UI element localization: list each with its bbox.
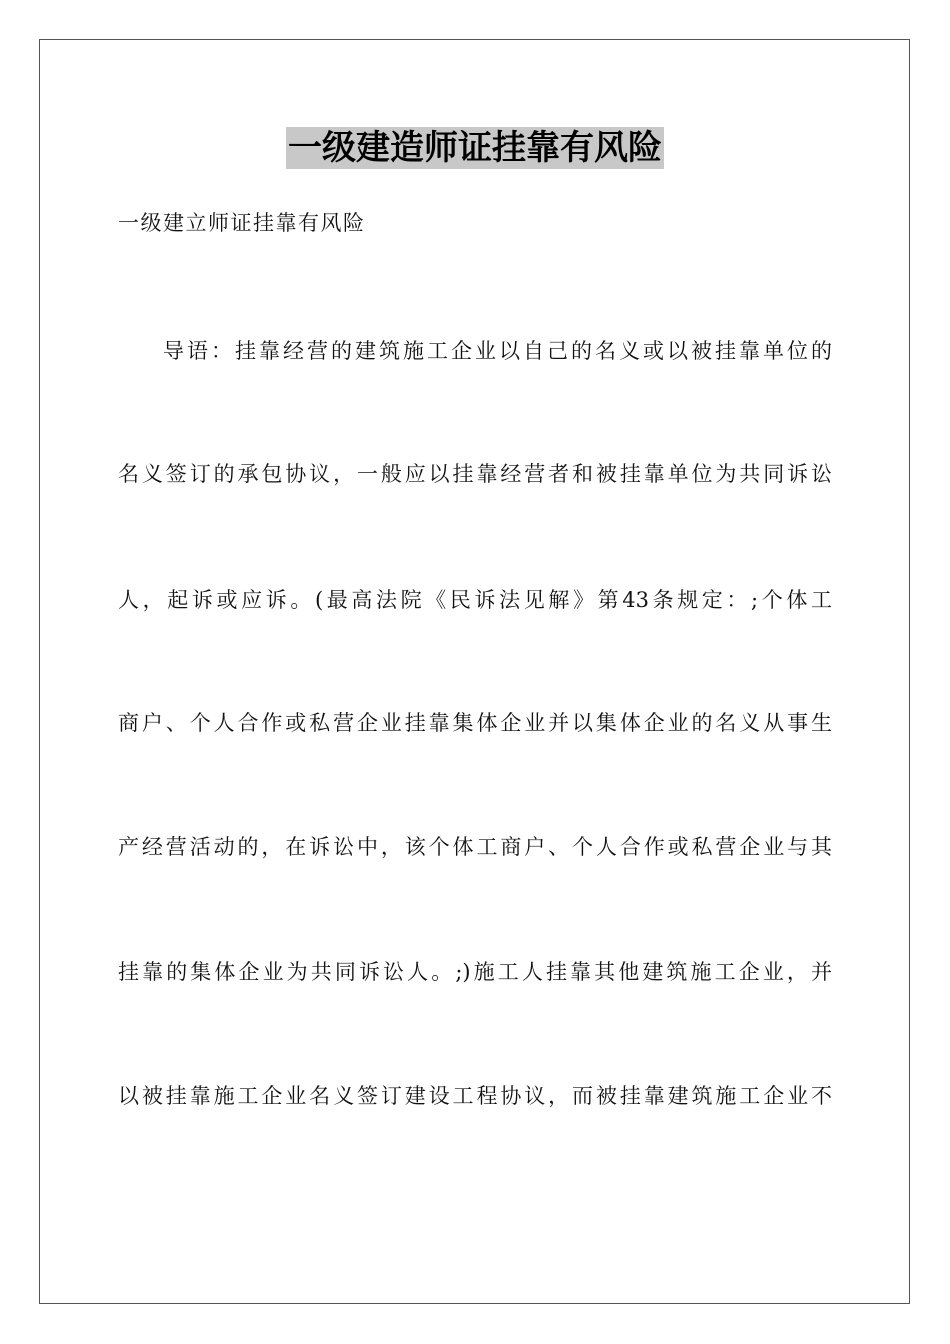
paragraph-line-3: 人，起诉或应诉。(最高法院《民诉法见解》第43条规定：;个体工 <box>118 588 832 612</box>
paragraph-line-2: 名义签订的承包协议，一般应以挂靠经营者和被挂靠单位为共同诉讼 <box>118 462 832 486</box>
paragraph-line-7: 以被挂靠施工企业名义签订建设工程协议，而被挂靠建筑施工企业不 <box>118 1084 832 1108</box>
paragraph-line-4: 商户、个人合作或私营企业挂靠集体企业并以集体企业的名义从事生 <box>118 711 832 735</box>
document-subtitle: 一级建立师证挂靠有风险 <box>118 211 366 235</box>
paragraph-line-5: 产经营活动的，在诉讼中，该个体工商户、个人合作或私营企业与其 <box>118 835 832 859</box>
title-container <box>0 127 950 169</box>
document-title: 一级建造师证挂靠有风险 <box>288 128 662 168</box>
paragraph-line-1: 导语：挂靠经营的建筑施工企业以自己的名义或以被挂靠单位的 <box>163 339 832 363</box>
paragraph-line-6: 挂靠的集体企业为共同诉讼人。;)施工人挂靠其他建筑施工企业，并 <box>118 960 832 984</box>
